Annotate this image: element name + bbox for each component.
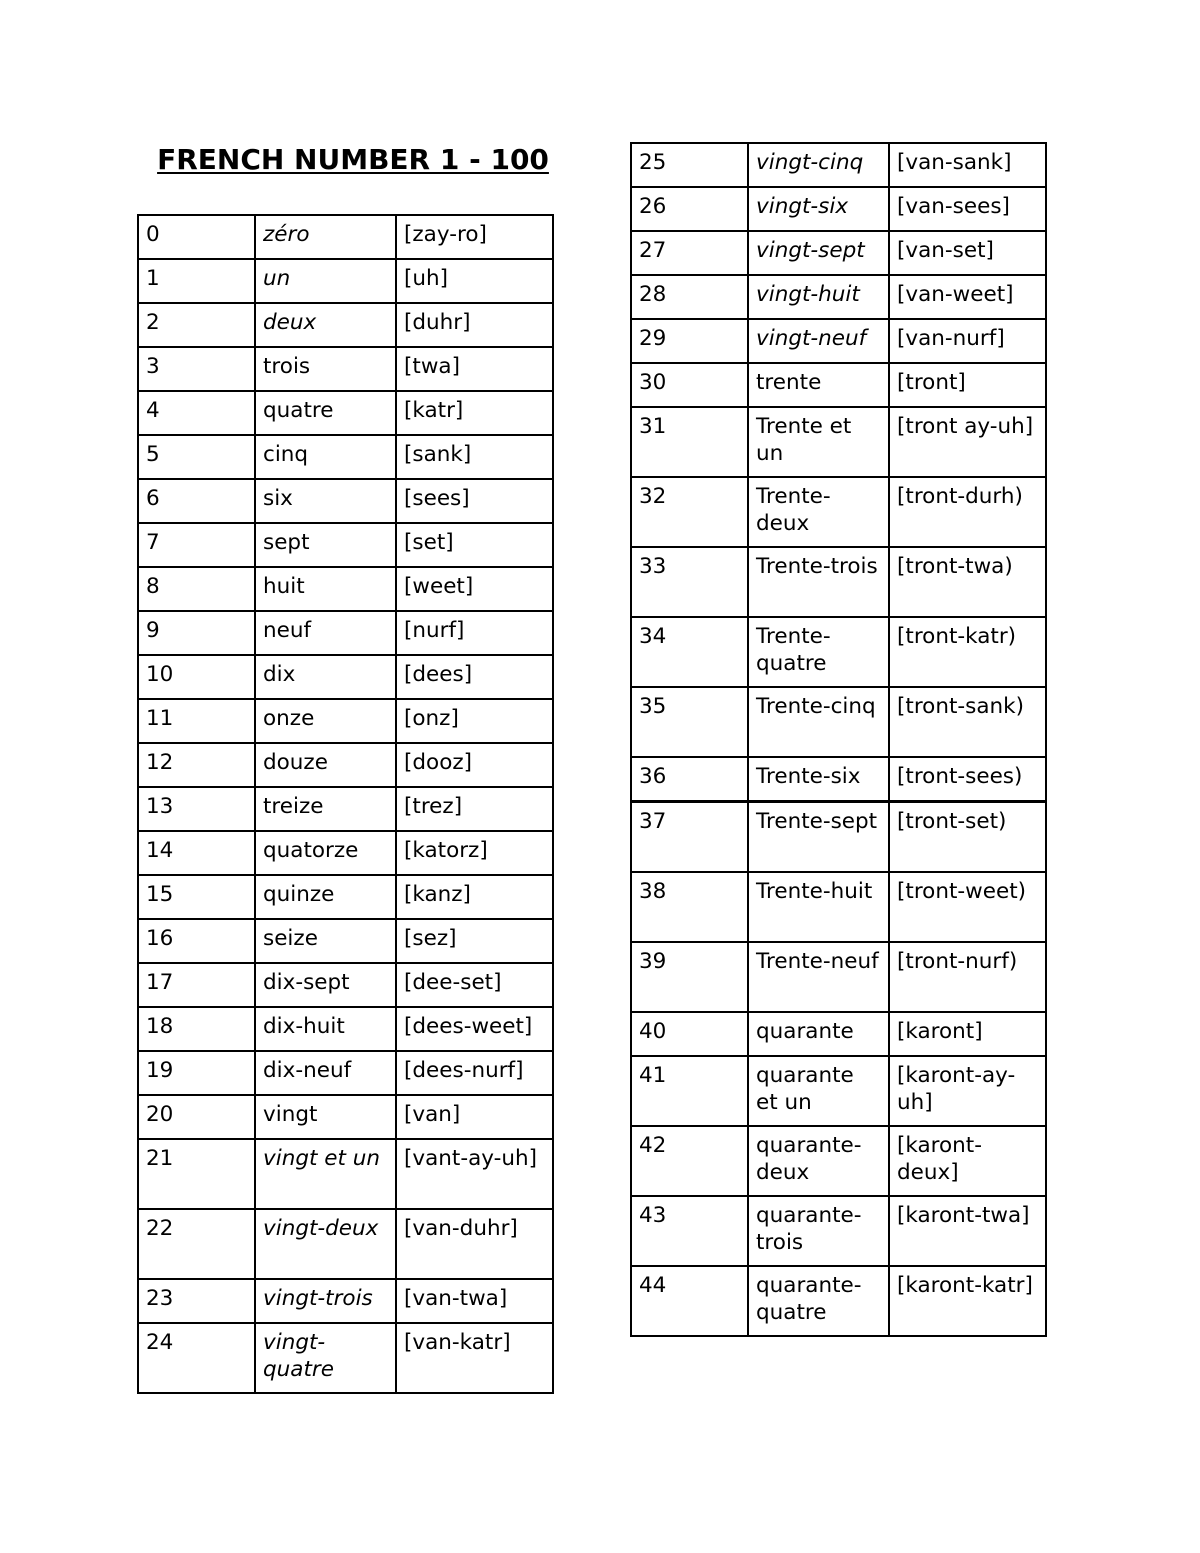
pronunciation-cell: [tront-weet) [889,872,1046,942]
table-row [138,567,553,611]
pronunciation-cell: [katorz] [396,831,553,875]
number-cell: 22 [138,1209,255,1279]
french-word-cell: vingt-neuf [748,319,889,363]
number-cell: 11 [138,699,255,743]
table-row [138,1051,553,1095]
table-row [138,259,553,303]
french-word-cell: vingt-quatre [255,1323,396,1393]
french-word-cell: neuf [255,611,396,655]
table-row [138,831,553,875]
number-cell: 25 [631,143,748,187]
number-cell: 30 [631,363,748,407]
pronunciation-cell: [dees-weet] [396,1007,553,1051]
french-word-cell: vingt et un [255,1139,396,1209]
pronunciation-cell: [karont-deux] [889,1126,1046,1196]
french-word-cell: vingt [255,1095,396,1139]
french-word-cell: Trente et un [748,407,889,477]
table-row [631,1126,1046,1196]
pronunciation-cell: [dees-nurf] [396,1051,553,1095]
pronunciation-cell: [trez] [396,787,553,831]
pronunciation-cell: [van-sees] [889,187,1046,231]
pronunciation-cell: [karont-ay-uh] [889,1056,1046,1126]
table-row [138,611,553,655]
french-word-cell: vingt-trois [255,1279,396,1323]
pronunciation-cell: [dee-set] [396,963,553,1007]
table-row [631,407,1046,477]
french-word-cell: vingt-cinq [748,143,889,187]
document-title: FRENCH NUMBER 1 - 100 [157,143,549,176]
table-row [138,655,553,699]
number-cell: 40 [631,1012,748,1056]
table-row [631,477,1046,547]
number-cell: 28 [631,275,748,319]
number-cell: 44 [631,1266,748,1336]
french-word-cell: quinze [255,875,396,919]
french-word-cell: sept [255,523,396,567]
table-row [138,215,553,259]
table-row [138,919,553,963]
table-row [631,1056,1046,1126]
french-word-cell: quarante-trois [748,1196,889,1266]
table-row [631,1266,1046,1336]
number-cell: 4 [138,391,255,435]
pronunciation-cell: [tront-sank) [889,687,1046,757]
french-word-cell: vingt-six [748,187,889,231]
pronunciation-cell: [van-weet] [889,275,1046,319]
french-word-cell: Trente-cinq [748,687,889,757]
number-cell: 32 [631,477,748,547]
french-word-cell: dix-sept [255,963,396,1007]
number-cell: 29 [631,319,748,363]
number-cell: 43 [631,1196,748,1266]
french-word-cell: vingt-huit [748,275,889,319]
pronunciation-cell: [zay-ro] [396,215,553,259]
number-cell: 23 [138,1279,255,1323]
table-row [631,757,1046,802]
french-word-cell: onze [255,699,396,743]
pronunciation-cell: [sez] [396,919,553,963]
number-cell: 16 [138,919,255,963]
french-word-cell: Trente-trois [748,547,889,617]
numbers-table-25-44 [630,142,1047,1337]
french-word-cell: dix-neuf [255,1051,396,1095]
table-row [138,303,553,347]
number-cell: 12 [138,743,255,787]
pronunciation-cell: [sank] [396,435,553,479]
french-word-cell: Trente-six [748,757,889,802]
number-cell: 7 [138,523,255,567]
french-word-cell: zéro [255,215,396,259]
french-word-cell: cinq [255,435,396,479]
french-word-cell: Trente-neuf [748,942,889,1012]
french-word-cell: Trente-sept [748,802,889,873]
pronunciation-cell: [tront-nurf) [889,942,1046,1012]
number-cell: 31 [631,407,748,477]
french-word-cell: quatorze [255,831,396,875]
table-row [631,1012,1046,1056]
table-row [631,275,1046,319]
table-row [631,187,1046,231]
table-row [138,699,553,743]
number-cell: 33 [631,547,748,617]
pronunciation-cell: [karont-katr] [889,1266,1046,1336]
table-row [631,617,1046,687]
pronunciation-cell: [van-sank] [889,143,1046,187]
number-cell: 8 [138,567,255,611]
pronunciation-cell: [van-duhr] [396,1209,553,1279]
number-cell: 15 [138,875,255,919]
pronunciation-cell: [tront-katr) [889,617,1046,687]
table-row [138,1279,553,1323]
pronunciation-cell: [van-set] [889,231,1046,275]
french-word-cell: quarante-deux [748,1126,889,1196]
pronunciation-cell: [karont] [889,1012,1046,1056]
pronunciation-cell: [vant-ay-uh] [396,1139,553,1209]
number-cell: 9 [138,611,255,655]
pronunciation-cell: [nurf] [396,611,553,655]
pronunciation-cell: [van-twa] [396,1279,553,1323]
table-row [138,347,553,391]
french-word-cell: douze [255,743,396,787]
table-row [631,231,1046,275]
french-word-cell: dix [255,655,396,699]
table-row [631,942,1046,1012]
table-row [631,1196,1046,1266]
pronunciation-cell: [van-nurf] [889,319,1046,363]
number-cell: 39 [631,942,748,1012]
number-cell: 26 [631,187,748,231]
table-row [631,143,1046,187]
french-word-cell: Trente-quatre [748,617,889,687]
table-row [631,687,1046,757]
table-row [138,391,553,435]
pronunciation-cell: [duhr] [396,303,553,347]
number-cell: 17 [138,963,255,1007]
pronunciation-cell: [weet] [396,567,553,611]
french-word-cell: Trente-huit [748,872,889,942]
french-word-cell: trente [748,363,889,407]
french-word-cell: deux [255,303,396,347]
pronunciation-cell: [dees] [396,655,553,699]
numbers-table-0-24 [137,214,554,1394]
french-word-cell: vingt-deux [255,1209,396,1279]
number-cell: 42 [631,1126,748,1196]
table-row [138,1209,553,1279]
pronunciation-cell: [tront] [889,363,1046,407]
pronunciation-cell: [katr] [396,391,553,435]
number-cell: 27 [631,231,748,275]
table-row [138,479,553,523]
number-cell: 1 [138,259,255,303]
french-word-cell: dix-huit [255,1007,396,1051]
number-cell: 10 [138,655,255,699]
pronunciation-cell: [tront ay-uh] [889,407,1046,477]
number-cell: 24 [138,1323,255,1393]
pronunciation-cell: [sees] [396,479,553,523]
number-cell: 41 [631,1056,748,1126]
pronunciation-cell: [uh] [396,259,553,303]
pronunciation-cell: [kanz] [396,875,553,919]
number-cell: 35 [631,687,748,757]
number-cell: 34 [631,617,748,687]
pronunciation-cell: [tront-sees) [889,757,1046,802]
table-row [138,875,553,919]
number-cell: 21 [138,1139,255,1209]
pronunciation-cell: [twa] [396,347,553,391]
number-cell: 0 [138,215,255,259]
table-row [138,787,553,831]
table-row [631,319,1046,363]
table-row [631,802,1046,873]
number-cell: 3 [138,347,255,391]
number-cell: 13 [138,787,255,831]
french-word-cell: treize [255,787,396,831]
pronunciation-cell: [van-katr] [396,1323,553,1393]
french-word-cell: quarante [748,1012,889,1056]
pronunciation-cell: [tront-twa) [889,547,1046,617]
table-row [138,963,553,1007]
french-word-cell: quatre [255,391,396,435]
number-cell: 36 [631,757,748,802]
french-word-cell: seize [255,919,396,963]
number-cell: 6 [138,479,255,523]
table-row [631,547,1046,617]
number-cell: 18 [138,1007,255,1051]
table-row [138,743,553,787]
number-cell: 20 [138,1095,255,1139]
table-row [138,435,553,479]
number-cell: 19 [138,1051,255,1095]
table-row [138,1007,553,1051]
pronunciation-cell: [tront-durh) [889,477,1046,547]
table-row [138,1095,553,1139]
number-cell: 37 [631,802,748,873]
french-word-cell: six [255,479,396,523]
french-word-cell: vingt-sept [748,231,889,275]
pronunciation-cell: [set] [396,523,553,567]
pronunciation-cell: [tront-set) [889,802,1046,873]
number-cell: 2 [138,303,255,347]
table-row [138,1323,553,1393]
french-word-cell: un [255,259,396,303]
number-cell: 38 [631,872,748,942]
french-word-cell: huit [255,567,396,611]
number-cell: 5 [138,435,255,479]
french-word-cell: Trente-deux [748,477,889,547]
french-word-cell: quarante et un [748,1056,889,1126]
table-row [138,523,553,567]
table-row [631,363,1046,407]
pronunciation-cell: [onz] [396,699,553,743]
pronunciation-cell: [dooz] [396,743,553,787]
table-row [631,872,1046,942]
pronunciation-cell: [van] [396,1095,553,1139]
french-word-cell: quarante-quatre [748,1266,889,1336]
french-word-cell: trois [255,347,396,391]
table-row [138,1139,553,1209]
number-cell: 14 [138,831,255,875]
pronunciation-cell: [karont-twa] [889,1196,1046,1266]
